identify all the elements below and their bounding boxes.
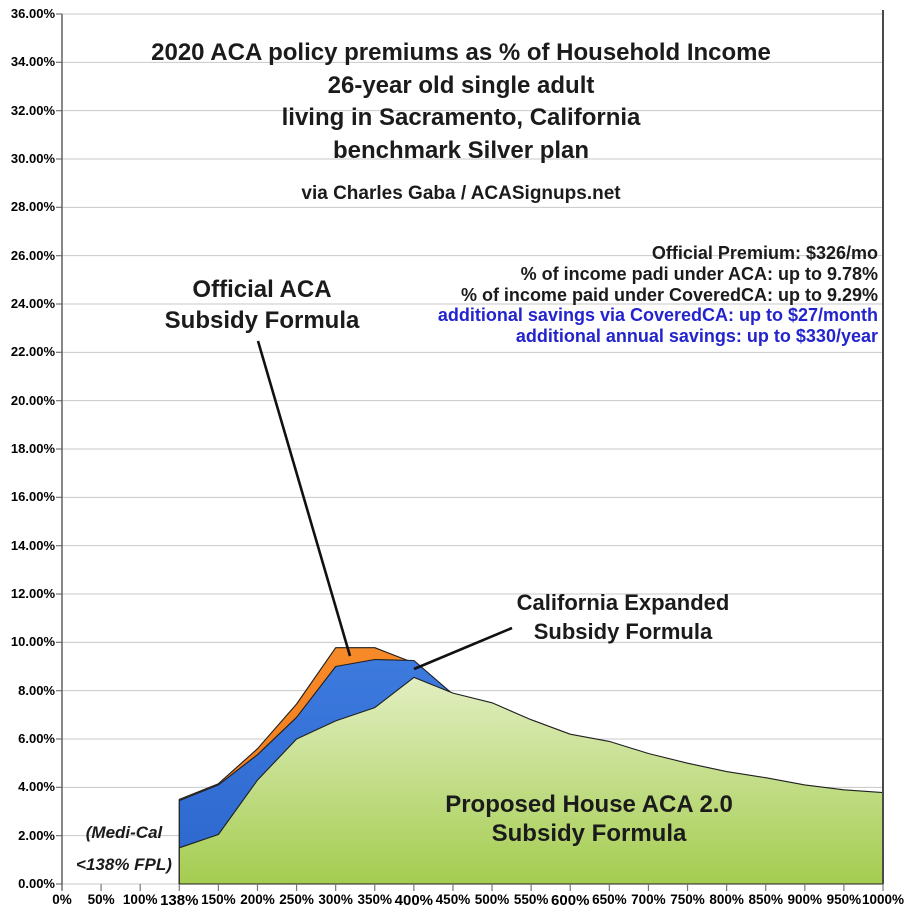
x-tick-label: 300% [318,892,353,907]
x-tick-label: 1000% [861,892,905,907]
y-tick-label: 18.00% [10,441,55,456]
label-house-aca20-formula: Proposed House ACA 2.0 Subsidy Formula [445,791,733,847]
x-tick-label: 100% [122,892,158,907]
y-tick-label: 34.00% [10,54,55,70]
y-tick-label: 30.00% [10,151,55,166]
california-leader-line [414,628,512,669]
x-tick-label: 450% [435,892,471,907]
x-tick-label: 150% [201,892,236,907]
chart-title [151,37,771,167]
credit-line: via Charles Gaba / ACASignups.net [301,183,621,204]
label-california-expanded-formula: California Expanded Subsidy Formula [516,590,730,644]
x-tick-label: 400% [394,892,434,909]
y-tick-label: 12.00% [10,586,55,601]
x-tick-label: 0% [52,892,72,907]
x-tick-label: 750% [670,892,705,907]
official-aca-leader-line [258,341,350,656]
y-tick-label: 2.00% [18,827,55,843]
info-coveredca-percent: % of income paid under CoveredCA: up to 9.29% [460,284,878,305]
y-tick-label: 36.00% [10,6,55,21]
y-tick-label: 22.00% [10,344,55,360]
label-official-aca-formula: Official ACA Subsidy Formula [164,276,360,334]
info-annual-savings: additional annual savings: up to $330/year [515,326,878,347]
x-tick-label: 550% [513,892,549,907]
y-tick-label: 16.00% [10,489,55,505]
x-tick-label: 950% [826,892,862,907]
title-line-2: 26-year old single adult [327,71,595,99]
info-aca-percent: % of income padi under ACA: up to 9.78% [520,263,878,284]
y-tick-label: 14.00% [10,537,55,553]
x-tick-label: 600% [551,892,590,909]
title-line-1: 2020 ACA policy premiums as % of Household Income [151,39,771,66]
x-tick-label: 200% [240,892,275,907]
x-tick-label: 250% [279,892,314,907]
x-tick-label: 50% [87,892,115,907]
y-tick-label: 8.00% [18,682,55,698]
title-line-4: benchmark Silver plan [332,136,590,164]
info-official-premium: Official Premium: $326/mo [651,243,878,263]
y-tick-label: 0.00% [18,876,55,891]
y-tick-label: 28.00% [10,199,55,215]
x-tick-label: 800% [709,892,744,907]
x-tick-label: 500% [474,892,510,907]
area-series [179,648,883,884]
premium-info-box [438,243,878,347]
leader-lines [258,341,512,669]
y-tick-label: 10.00% [10,634,55,650]
x-tick-label: 650% [592,892,627,907]
x-tick-label: 900% [787,892,823,907]
y-tick-label: 24.00% [10,296,55,311]
x-tick-label: 138% [160,892,199,909]
series-house-aca20 [179,677,883,884]
y-tick-label: 20.00% [10,392,55,408]
y-tick-label: 32.00% [10,102,55,118]
y-tick-label: 4.00% [18,779,55,795]
info-monthly-savings: additional savings via CoveredCA: up to $27/month [437,305,878,326]
x-tick-label: 700% [631,892,666,907]
label-medi-cal: (Medi-Cal <138% FPL) [76,823,172,874]
title-line-3: living in Sacramento, California [281,104,641,131]
y-tick-label: 26.00% [10,247,55,263]
x-tick-label: 850% [748,892,783,907]
x-tick-label: 350% [357,892,393,907]
y-tick-label: 6.00% [18,731,55,746]
